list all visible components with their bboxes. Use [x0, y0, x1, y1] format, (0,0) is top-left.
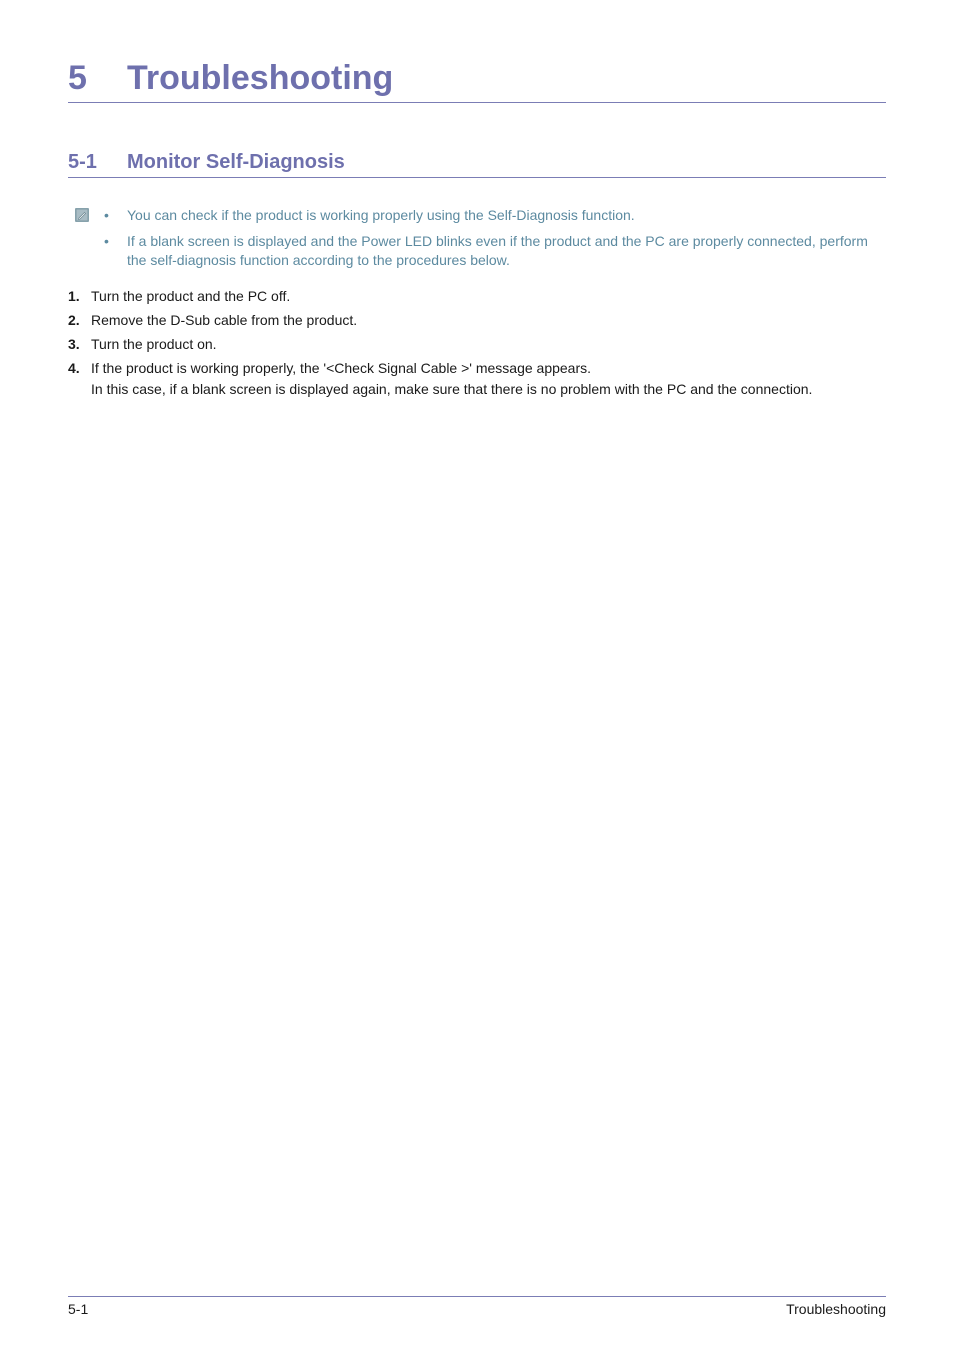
step-number: 4.: [68, 360, 80, 376]
step-number: 3.: [68, 336, 80, 352]
note-pencil-icon: [75, 208, 89, 222]
chapter-heading: [68, 56, 886, 103]
bullet-icon: •: [104, 207, 109, 223]
note-item-text: If a blank screen is displayed and the Power LED blinks even if the product and the PC are properly connected, perform the self-diagnosis function according to the procedures below.: [127, 233, 868, 268]
step-item: [68, 358, 886, 400]
section-title: Monitor Self-Diagnosis: [127, 151, 345, 173]
step-text: If the product is working properly, the '<Check Signal Cable >' message appears.: [91, 360, 592, 376]
procedure-steps: [68, 286, 886, 403]
step-text: Remove the D-Sub cable from the product.: [91, 312, 358, 328]
step-item: [68, 334, 886, 355]
note-list: [100, 206, 890, 277]
step-item: [68, 286, 886, 307]
footer-chapter-title: Troubleshooting: [786, 1301, 886, 1317]
section-heading: [68, 148, 886, 178]
step-subtext: In this case, if a blank screen is displayed again, make sure that there is no problem with the PC and the connection.: [91, 381, 813, 397]
footer-page-number: 5-1: [68, 1301, 89, 1317]
page-footer: [68, 1296, 886, 1321]
note-item-text: You can check if the product is working properly using the Self-Diagnosis function.: [127, 207, 635, 223]
chapter-title: Troubleshooting: [127, 59, 394, 97]
step-item: [68, 310, 886, 331]
step-text: Turn the product on.: [91, 336, 217, 352]
note-item: [100, 232, 890, 270]
step-text: Turn the product and the PC off.: [91, 288, 291, 304]
bullet-icon: •: [104, 233, 109, 249]
step-number: 1.: [68, 288, 80, 304]
note-item: [100, 206, 890, 225]
step-number: 2.: [68, 312, 80, 328]
chapter-number: 5: [68, 59, 87, 97]
section-number: 5-1: [68, 151, 97, 173]
